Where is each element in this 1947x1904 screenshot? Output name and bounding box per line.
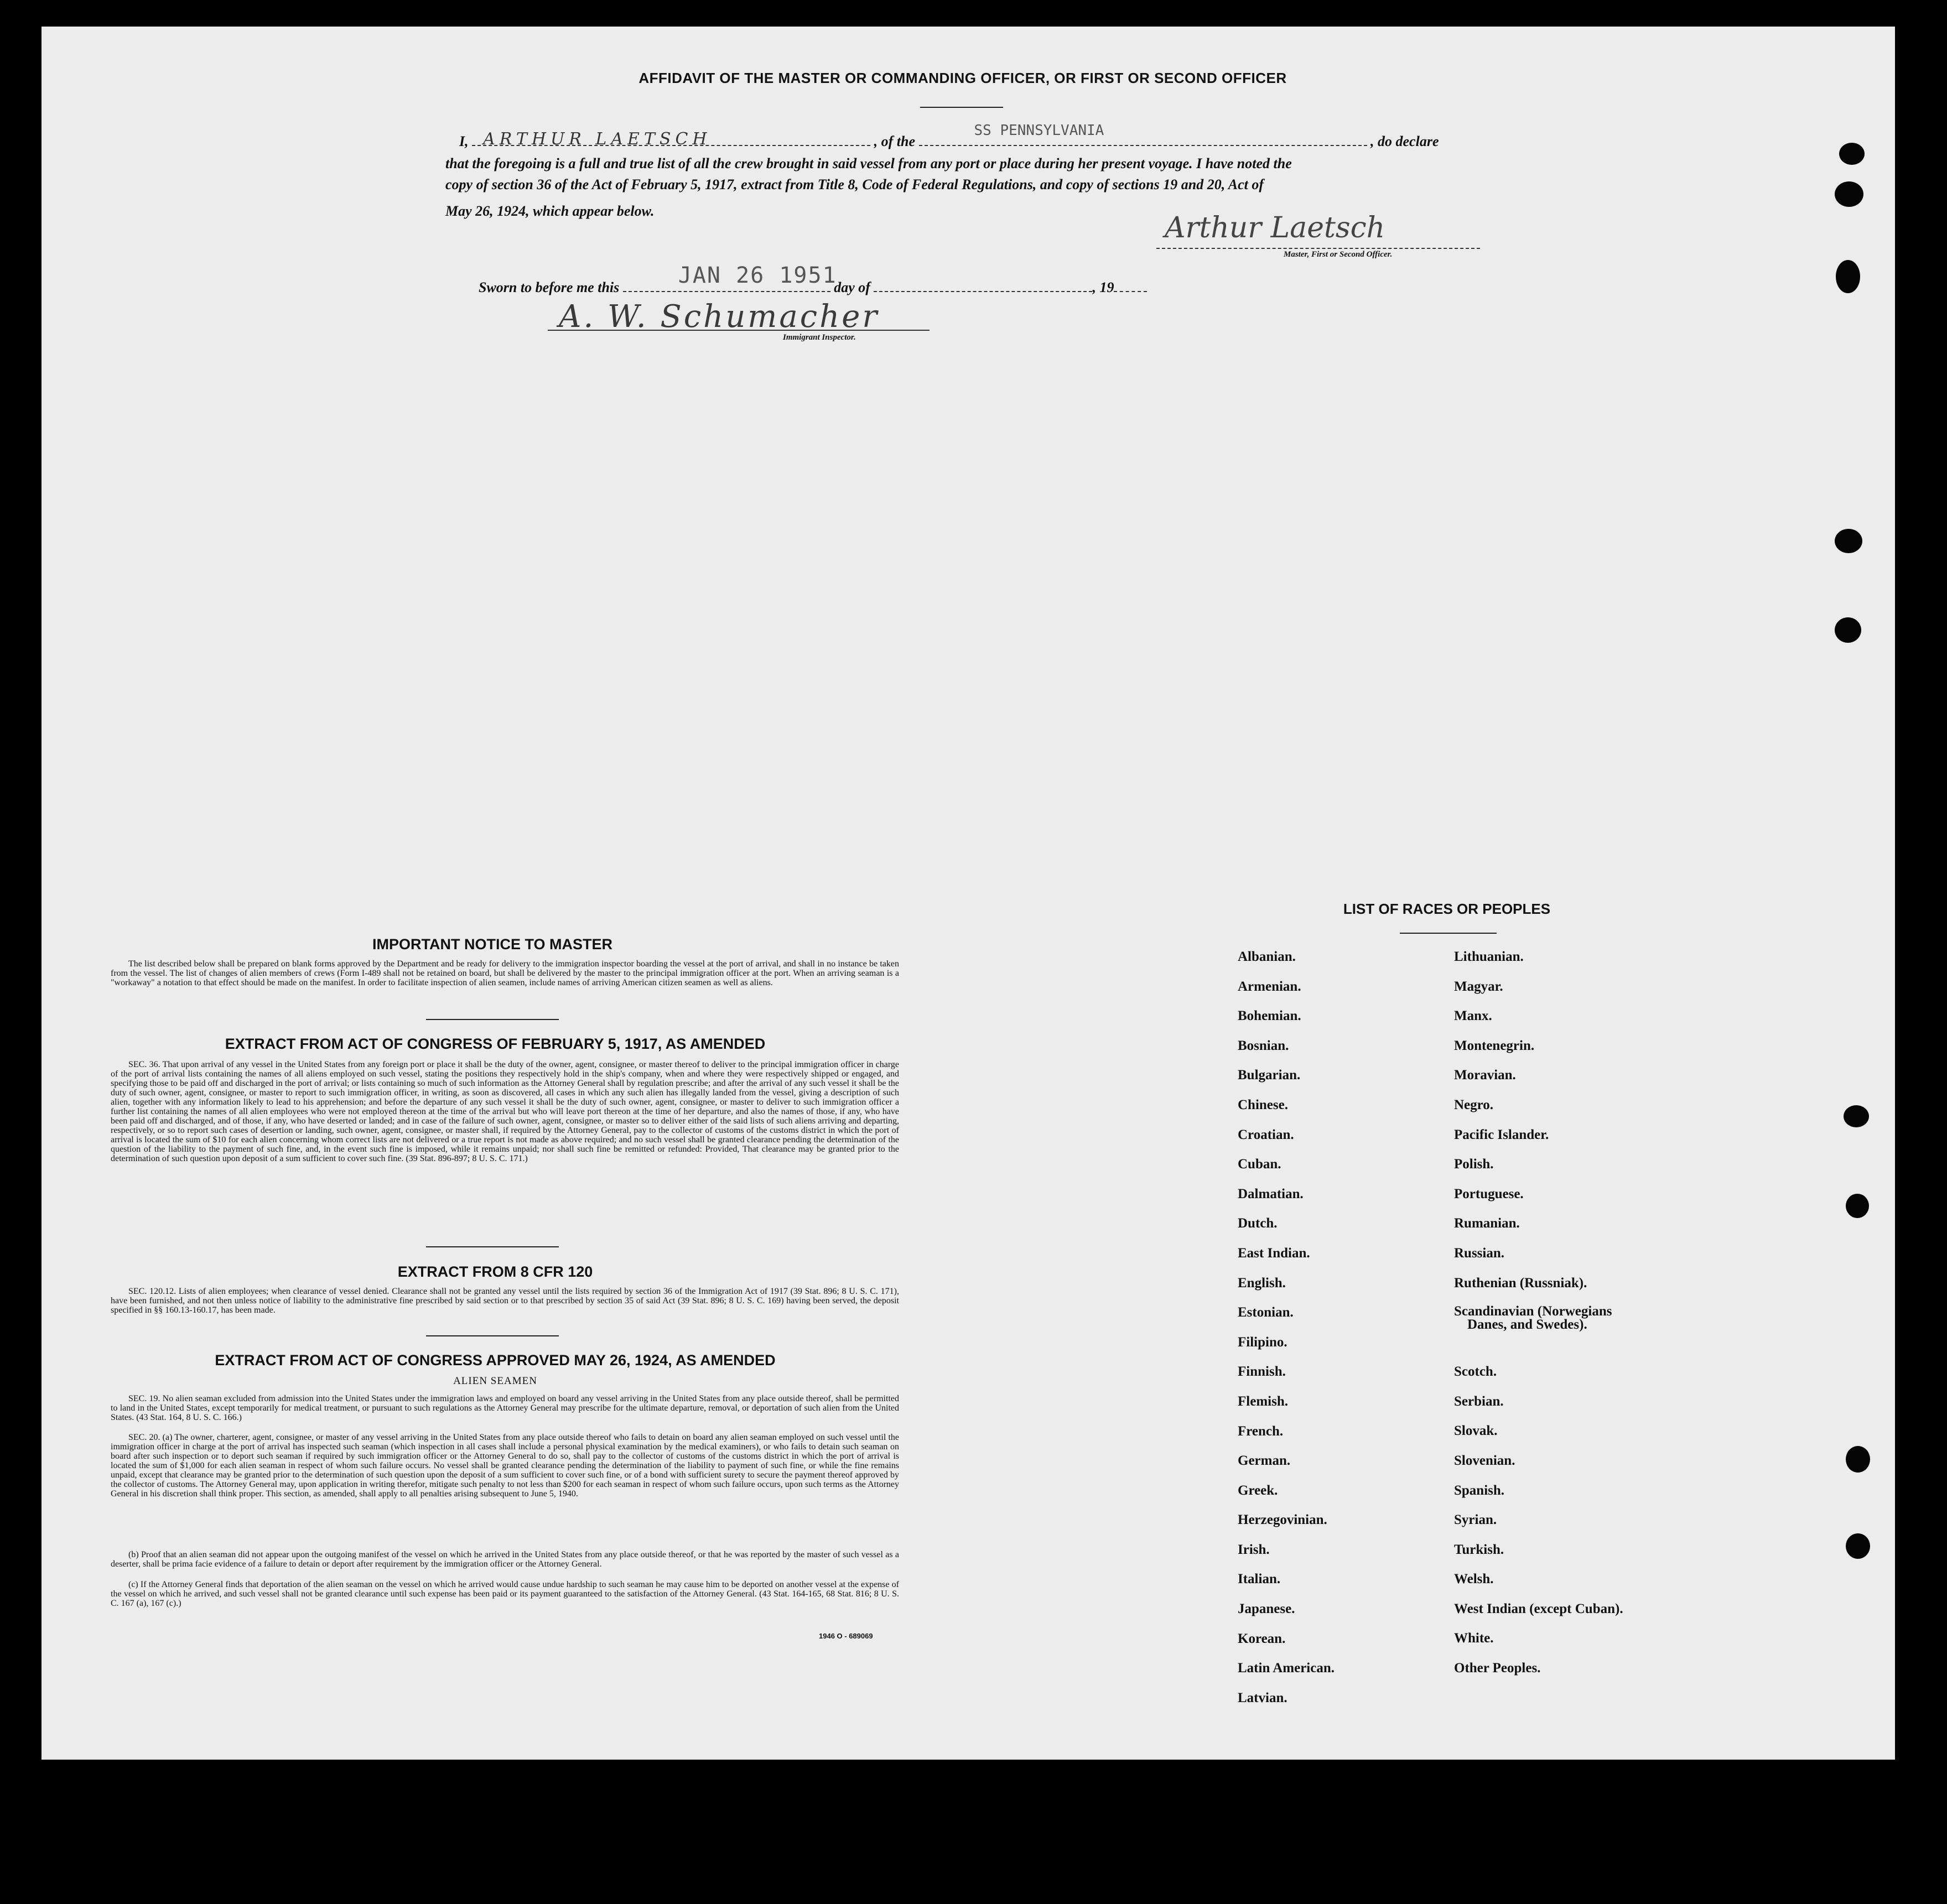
race-item: Estonian. [1238, 1305, 1294, 1320]
punch-hole [1844, 1105, 1869, 1127]
race-item: Ruthenian (Russniak). [1454, 1275, 1587, 1291]
notice-title: IMPORTANT NOTICE TO MASTER [372, 936, 612, 953]
race-item: Cuban. [1238, 1157, 1281, 1172]
extract-cfr-title: EXTRACT FROM 8 CFR 120 [397, 1263, 593, 1280]
race-item: Other Peoples. [1454, 1661, 1541, 1676]
race-item: Polish. [1454, 1157, 1494, 1172]
master-signature-line [1156, 248, 1480, 249]
declaration-line-3: copy of section 36 of the Act of February 5, 1917, extract from Title 8, Code of Federal Regulations, and copy of sections 19 and 20, Act of [445, 176, 1264, 193]
race-item: Latvian. [1238, 1690, 1287, 1705]
race-item: Portuguese. [1454, 1186, 1524, 1201]
race-item: Japanese. [1238, 1601, 1295, 1617]
year-field [1114, 277, 1147, 292]
race-item: Dalmatian. [1238, 1186, 1304, 1201]
race-item-line: Scandinavian (Norwegians [1454, 1304, 1612, 1319]
punch-hole [1835, 181, 1863, 207]
punch-hole [1846, 1446, 1870, 1473]
race-item: Italian. [1238, 1572, 1281, 1587]
race-item: Latin American. [1238, 1661, 1335, 1676]
extract-1917-body: SEC. 36. That upon arrival of any vessel in the United States from any foreign port or place it shall be the duty of the owner, agent, consignee, or master thereof to deliver to the principal immigration officer in charge of the port of arrival lists containing the names of all aliens employed on such vessel, stating the positions they respectively hold in the ship's company, when and where they were respectively shipped or engaged, and specifying those to be paid off and discharged in the port of arrival; or lists containing so much of such information as the Attorney General shall by regulation prescribe; and after the arrival of any such vessel it shall be the duty of such owner, agent, consignee, or master to report to such immigration officer, in writing, as soon as discovered, all cases in which any such alien has illegally landed from the vessel, giving a description of such alien, together with any information likely to lead to his apprehension; and before the departure of any such vessel it shall be the duty of such owner, agent, consignee, or master to deliver to such immigration officer a further list containing the names of all alien employees who were not employed thereon at the time of the arrival but who will leave port thereon at the time of her departure, and also the names of those, if any, who have been paid off and discharged, and of those, if any, who have deserted or landed; and in case of the failure of such owner, agent, consignee, or master so to deliver either of the said lists of such aliens arriving and departing, respectively, or so to report such cases of desertion or landing, such owner, agent, consignee, or master shall, if required by the Attorney General, pay to the collector of customs of the customs district in which the port of arrival is located the sum of $10 for each alien concerning whom correct lists are not delivered or a true report is not made as above required; and no such vessel shall be granted clearance pending the determination of the question of the liability to the payment of such fine, and, in the event such fine is imposed, while it remains unpaid; nor shall such fine be remitted or refunded: Provided, That clearance may be granted prior to the determination of such question upon deposit of a sum sufficient to cover such fine. (39 Stat. 896-897; 8 U. S. C. 171.) [111, 1060, 899, 1163]
extract-1924-subtitle: ALIEN SEAMEN [453, 1375, 537, 1387]
race-item: Turkish. [1454, 1542, 1504, 1557]
master-signature: Arthur Laetsch [1165, 211, 1385, 244]
declaration-line-4: May 26, 1924, which appear below. [445, 203, 655, 219]
race-item: Moravian. [1454, 1068, 1516, 1083]
races-right-column [1454, 949, 1623, 1690]
race-item: West Indian (except Cuban). [1454, 1601, 1623, 1616]
notice-body: The list described below shall be prepared on blank forms approved by the Department and be ready for delivery to the immigration inspector boarding the vessel at the port of arrival, and shall in no instance be taken from the vessel. The list of changes of alien members of crews (Form I-489 shall not be retained on board, but shall be delivered by the master to the principal immigration officer at the port. When an arriving seaman is a "workaway" a notation to that effect should be made on the manifest. In order to facilitate inspection of alien seamen, include names of arriving American citizen seamen as well as aliens. [111, 959, 899, 987]
race-item: Filipino. [1238, 1334, 1287, 1350]
race-item: Slovak. [1454, 1423, 1498, 1439]
race-item: Negro. [1454, 1097, 1494, 1112]
races-left-column [1238, 949, 1335, 1720]
extract-1924-sec19: SEC. 19. No alien seaman excluded from admission into the United States under the immigration laws and employed on board any vessel arriving in the United States from any place outside thereof, shall be permitted to land in the United States, except temporarily for medical treatment, or pursuant to such regulations as the Attorney General may prescribe for the ultimate departure, removal, or deportation of such alien from the United States. (43 Stat. 164, 8 U. S. C. 166.) [111, 1394, 899, 1422]
vessel-name: SS PENNSYLVANIA [974, 122, 1104, 139]
do-declare-label: , do declare [1370, 133, 1439, 149]
extract-1917-rule [426, 1246, 559, 1247]
race-item: Russian. [1454, 1245, 1505, 1261]
race-item: Croatian. [1238, 1127, 1294, 1142]
race-item [1454, 1305, 1623, 1364]
punch-hole [1846, 1533, 1870, 1559]
race-item: English. [1238, 1275, 1286, 1291]
race-item: Lithuanian. [1454, 949, 1524, 964]
year-prefix: , 19 [1092, 279, 1114, 295]
race-item: Syrian. [1454, 1512, 1497, 1528]
of-the-label: , of the [874, 133, 916, 149]
race-item: German. [1238, 1453, 1291, 1469]
declaration-line-1 [459, 122, 1483, 154]
race-item: Dutch. [1238, 1216, 1278, 1231]
race-item: Magyar. [1454, 979, 1503, 994]
print-code: 1946 O - 689069 [819, 1632, 873, 1640]
race-item: Rumanian. [1454, 1216, 1520, 1231]
inspector-caption: Immigrant Inspector. [783, 333, 856, 342]
sworn-date-stamp: JAN 26 1951 [678, 263, 837, 288]
race-item: Bulgarian. [1238, 1068, 1301, 1083]
punch-hole [1839, 143, 1865, 165]
race-item: Slovenian. [1454, 1453, 1515, 1468]
race-item: East Indian. [1238, 1245, 1310, 1261]
race-item: Korean. [1238, 1631, 1286, 1646]
declarant-prefix: I, [459, 133, 469, 149]
title-rule [920, 107, 1003, 108]
sworn-line [479, 263, 1198, 300]
race-item: Finnish. [1238, 1364, 1286, 1380]
declaration-line-2: that the foregoing is a full and true list of all the crew brought in said vessel from any port or place during her present voyage. I have noted the [445, 155, 1292, 171]
race-item: French. [1238, 1423, 1284, 1439]
race-item: Armenian. [1238, 979, 1301, 994]
notice-rule [426, 1019, 559, 1020]
race-item: White. [1454, 1631, 1494, 1646]
month-field [874, 277, 1092, 292]
extract-cfr-rule [426, 1335, 559, 1336]
inspector-signature: A. W. Schumacher [559, 299, 880, 335]
race-item: Bohemian. [1238, 1008, 1301, 1024]
race-item: Flemish. [1238, 1393, 1288, 1409]
race-item: Manx. [1454, 1008, 1492, 1024]
race-item: Irish. [1238, 1542, 1270, 1557]
sworn-date-field [623, 263, 837, 292]
race-item: Chinese. [1238, 1097, 1288, 1112]
declarant-name-field [472, 129, 870, 149]
master-signature-caption: Master, First or Second Officer. [1284, 250, 1393, 259]
sworn-prefix: Sworn to before me this [479, 279, 620, 295]
race-item: Greek. [1238, 1482, 1278, 1498]
race-item: Albanian. [1238, 949, 1296, 964]
declarant-name: ARTHUR LAETSCH [483, 129, 712, 149]
day-of-label: day of [834, 279, 870, 295]
race-item: Bosnian. [1238, 1038, 1289, 1053]
races-rule [1400, 933, 1497, 934]
extract-cfr-body: SEC. 120.12. Lists of alien employees; when clearance of vessel denied. Clearance shall not be granted any vessel until the lists required by section 36 of the Immigration Act of 1917 (39 Stat. 896; 8 U. S. C. 171), have been furnished, and not then unless notice of liability to the administrative fine prescribed by said section or to that prescribed by section 35 of said Act (39 Stat. 896; 8 U. S. C. 169) having been served, the deposit specified in §§ 160.13-160.17, has been made. [111, 1287, 899, 1315]
punch-hole [1846, 1194, 1869, 1218]
race-item: Montenegrin. [1454, 1038, 1535, 1053]
race-item: Herzegovinian. [1238, 1512, 1327, 1528]
extract-1924-sec20a: SEC. 20. (a) The owner, charterer, agent, consignee, or master of any vessel arriving in the United States from any place outside thereof who fails to detain on board any alien seaman employed on such vessel until the immigration officer in charge at the port of arrival has inspected such seaman (which inspection in all cases shall include a personal physical examination by the medical examiners), or who fails to detain such seaman on board after such inspection or to deport such seaman if required by such immigration officer or the Attorney General to do so, shall pay to the collector of customs of the customs district in which the port of arrival is located the sum of $1,000 for each alien seaman in respect of whom such failure occurs. No vessel shall be granted clearance pending the determination of the liability to payment of such fine, or while the fine remains unpaid, except that clearance may be granted prior to the determination of such question upon the deposit of a sum sufficient to cover such fine, or of a bond with sufficient surety to secure the payment thereof approved by the collector of customs. The Attorney General may, upon application in writing therefor, mitigate such penalty to not less than $200 for each seaman in respect of whom such failure occurs, upon such terms as the Attorney General in his discretion shall think proper. This section, as amended, shall apply to all penalties arising subsequent to June 5, 1940. [111, 1433, 899, 1499]
affidavit-title: AFFIDAVIT OF THE MASTER OR COMMANDING OFFICER, OR FIRST OR SECOND OFFICER [638, 70, 1287, 86]
extract-1924-title: EXTRACT FROM ACT OF CONGRESS APPROVED MAY 26, 1924, AS AMENDED [215, 1352, 776, 1369]
race-item: Welsh. [1454, 1572, 1494, 1587]
race-item: Pacific Islander. [1454, 1127, 1549, 1142]
punch-hole [1835, 529, 1862, 553]
vessel-field [919, 122, 1367, 146]
race-item: Serbian. [1454, 1393, 1504, 1409]
punch-hole [1836, 260, 1860, 293]
punch-hole [1835, 617, 1861, 643]
race-item-line: Danes, and Swedes). [1467, 1317, 1587, 1333]
extract-1924-sec20c: (c) If the Attorney General finds that deportation of the alien seaman on the vessel on which he arrived would cause undue hardship to such seaman he may cause him to be deported on another vessel at the expense of the vessel on which he arrived, and such vessel shall not be granted clearance until such expense has been paid or its payment guaranteed to the satisfaction of the Attorney General. (43 Stat. 164-165, 68 Stat. 816; 8 U. S. C. 167 (a), 167 (c).) [111, 1580, 899, 1608]
extract-1924-sec20b: (b) Proof that an alien seaman did not appear upon the outgoing manifest of the vessel on which he arrived in the United States from any place outside thereof, or that he was reported by the master of such vessel as a deserter, shall be prima facie evidence of a failure to detain or deport after requirement by the immigration officer or the Attorney General. [111, 1550, 899, 1569]
race-item: Spanish. [1454, 1482, 1505, 1498]
race-item: Scotch. [1454, 1364, 1497, 1380]
races-title: LIST OF RACES OR PEOPLES [1343, 901, 1551, 917]
extract-1917-title: EXTRACT FROM ACT OF CONGRESS OF FEBRUARY 5, 1917, AS AMENDED [225, 1036, 766, 1052]
